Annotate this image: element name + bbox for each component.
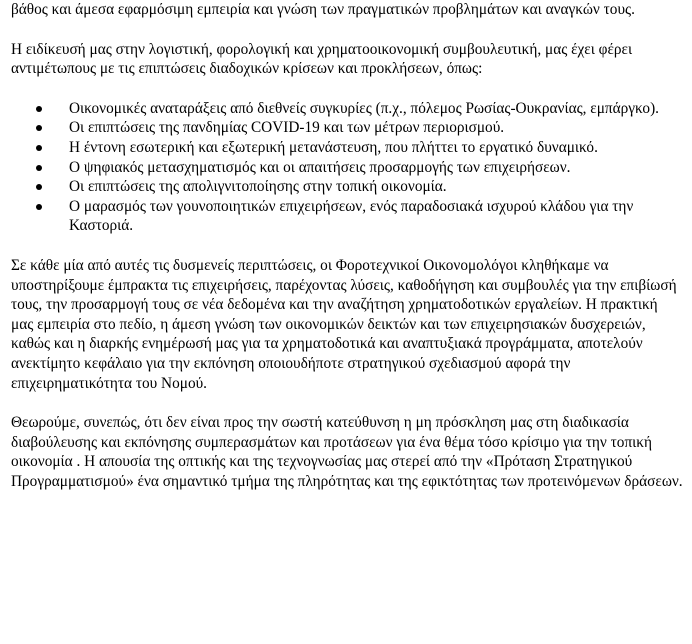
experience-paragraph: Σε κάθε μία από αυτές τις δυσμενείς περιπτώσεις, οι Φοροτεχνικοί Οικονομολόγοι κληθήκαμε να υποστηρίξουμε έμπρακτα τις επιχειρήσεις, παρέχοντας λύσεις, καθοδήγηση και συμβουλές για την επιβίωσή τους, την προσαρμογή τους σε νέα δεδομένα και την αναζήτηση χρηματοδοτικών εργαλείων. Η πρακτική μας εμπειρία στο πεδίο, η άμεση γνώση των οικονομικών δεικτών και των επιχειρησιακών δυσχερειών, καθώς και η διαρκής ενημέρωσή μας για τα χρηματοδοτικά και αναπτυξιακά προγράμματα, αποτελούν ανεκτίμητο κεφάλαιο για την εκπόνηση οποιουδήποτε στρατηγικού σχεδιασμού αφορά την επιχειρηματικότητα του Νομού. (11, 256, 677, 392)
list-item (11, 177, 683, 197)
list-item-text: Η έντονη εσωτερική και εξωτερική μετανάστευση, που πλήττει το εργατικό δυναμικό. (69, 138, 598, 156)
list-item-text: Ο ψηφιακός μετασχηματισμός και οι απαιτήσεις προσαρμογής των επιχειρήσεων. (69, 158, 571, 176)
list-item-text: Οι επιπτώσεις της απολιγνιτοποίησης στην τοπική οικονομία. (69, 178, 447, 196)
bullet-icon (36, 125, 42, 131)
challenges-list (11, 99, 683, 236)
intro-fragment: βάθος και άμεσα εφαρμόσιμη εμπειρία και γνώση των πραγματικών προβλημάτων και αναγκών τους. (11, 1, 635, 18)
specialization-paragraph: Η ειδίκευσή μας στην λογιστική, φορολογική και χρηματοοικονομική συμβουλευτική, μας έχει φέρει αντιμέτωπους με τις επιπτώσεις διαδοχικών κρίσεων και προκλήσεων, όπως: (11, 40, 633, 78)
conclusion-paragraph: Θεωρούμε, συνεπώς, ότι δεν είναι προς την σωστή κατεύθυνση η μη πρόσκληση μας στη διαδικασία διαβούλευσης και εκπόνησης συμπερασμάτων και προτάσεων για ένα θέμα τόσο κρίσιμο για την τοπική οικονομία . Η απουσία της οπτικής και της τεχνογνωσίας μας στερεί από την «Πρόταση Στρατηγικού Προγραμματισμού» ένα σημαντικό τμήμα της πληρότητας και της εφικτότητας των προτεινόμενων δράσεων. (11, 414, 683, 490)
bullet-icon (36, 165, 42, 171)
list-item (11, 138, 683, 158)
list-item-text: Οι επιπτώσεις της πανδημίας COVID-19 και των μέτρων περιορισμού. (69, 119, 505, 137)
paragraph-gap (11, 79, 683, 99)
document-body (11, 0, 683, 491)
list-item (11, 158, 683, 178)
bullet-icon (36, 184, 42, 190)
paragraph-gap (11, 236, 683, 256)
bullet-icon (36, 106, 42, 112)
bullet-icon (36, 204, 42, 210)
list-item (11, 118, 683, 138)
bullet-icon (36, 145, 42, 151)
list-item (11, 197, 683, 236)
paragraph-gap (11, 393, 683, 413)
list-item-text: Οικονομικές αναταράξεις από διεθνείς συγκυρίες (π.χ., πόλεμος Ρωσίας-Ουκρανίας, εμπάργκο). (69, 99, 659, 117)
list-item (11, 99, 683, 119)
paragraph-gap (11, 20, 683, 40)
list-item-text: Ο μαρασμός των γουνοποιητικών επιχειρήσεων, ενός παραδοσιακά ισχυρού κλάδου για την Καστοριά. (69, 197, 634, 235)
